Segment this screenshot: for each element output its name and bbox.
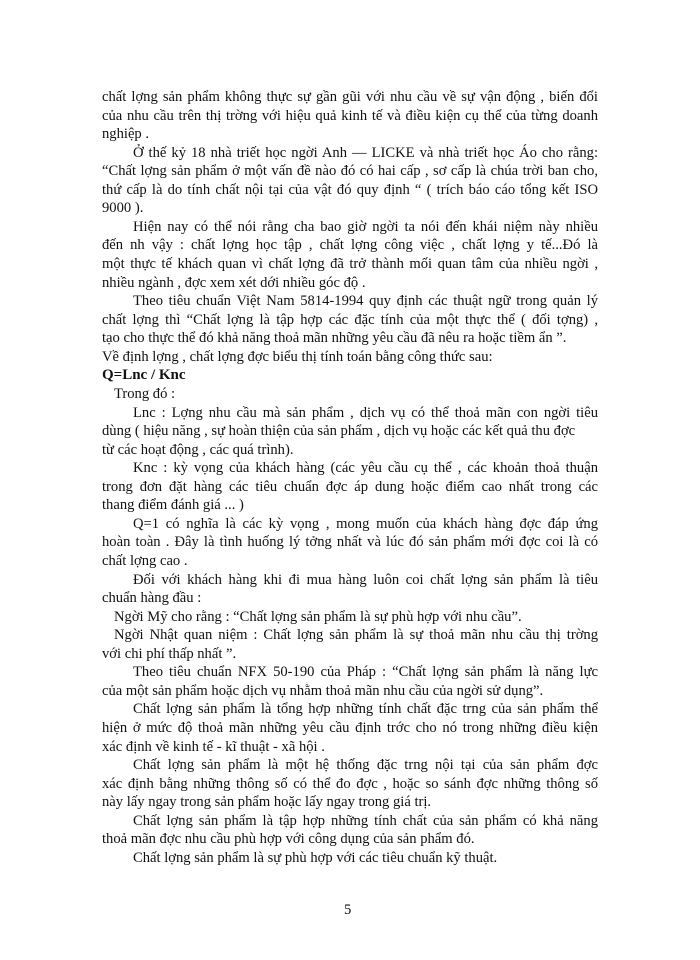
text-line: Lnc : Lợng nhu cầu mà sản phẩm , dịch vụ có thể thoả mãn con ngời tiêu — [133, 404, 598, 421]
text-line: của một sản phẩm hoặc dịch vụ nhằm thoả mãn nhu cầu của ngời sử dụng”. — [102, 682, 544, 699]
text-line: nghiệp . — [102, 126, 150, 143]
text-line: Chất lợng sản phẩm là sự phù hợp với các tiêu chuẩn kỹ thuật. — [133, 849, 498, 866]
text-line: thang điểm đánh giá ... ) — [102, 497, 244, 514]
text-line: thoả mãn đợc nhu cầu phù hợp với công dụng của sản phẩm đó. — [102, 831, 475, 848]
text-line: thứ cấp là do tính chất nội tại của vật đó quy định “ ( trích báo cáo tổng kết ISO — [102, 181, 598, 198]
text-line: Knc : kỳ vọng của khách hàng (các yêu cầu cụ thể , các khoản thoả thuận — [133, 460, 598, 477]
text-line: của nhu cầu trên thị trờng với hiệu quả kinh tế và điều kiện cụ thể của từng doanh — [102, 107, 598, 124]
text-line: chất lợng cao . — [102, 553, 188, 569]
text-line: hoàn toàn . Đây là tình huống lý tởng nhất và lúc đó sản phẩm mới đợc coi là có — [102, 534, 598, 551]
text-line: Đối với khách hàng khi đi mua hàng luôn coi chất lợng sản phẩm là tiêu — [133, 571, 598, 588]
text-line: đến nh vậy : chất lợng học tập , chất lợng công việc , chất lợng y tế...Đó là — [102, 237, 598, 254]
page-number: 5 — [344, 902, 352, 918]
text-line: chất lợng thì “Chất lợng là tập hợp các đặc tính của một thực thể ( đối tợng) , — [102, 311, 598, 328]
text-line: Q=1 có nghĩa là các kỳ vọng , mong muốn của khách hàng đợc đáp ứng — [133, 515, 598, 532]
text-line: Theo tiêu chuẩn Việt Nam 5814-1994 quy định các thuật ngữ trong quản lý — [133, 293, 598, 310]
text-line: Ngời Mỹ cho rằng : “Chất lợng sản phẩm là sự phù hợp với nhu cầu”. — [114, 608, 522, 625]
text-line: tạo cho thực thể đó khả năng thoả mãn những yêu cầu đã nêu ra hoặc tiềm ẩn ”. — [102, 330, 567, 347]
text-line: Ở thế kỷ 18 nhà triết học ngời Anh — LICKE và nhà triết học Áo cho rằng: — [133, 144, 598, 161]
text-line: chuẩn hàng đầu : — [102, 590, 202, 607]
text-line: nhiều ngành , đợc xem xét dới nhiều góc độ . — [102, 274, 366, 291]
text-line: Chất lợng sản phẩm là tổng hợp những tính chất đặc trng của sản phẩm thể — [133, 701, 598, 718]
text-line: xác định về kinh tế - kĩ thuật - xã hội . — [102, 738, 325, 755]
text-line: dùng ( hiệu năng , sự hoàn thiện của sản phẩm , dịch vụ hoặc các kết quả thu đợc — [102, 423, 576, 440]
text-line: Hiện nay có thể nói rằng cha bao giờ ngời ta nói đến khái niệm này nhiều — [133, 218, 598, 235]
text-line: chất lợng sản phẩm không thực sự gần gũi với nhu cầu về sự vận động , biến đổi — [102, 89, 598, 105]
formula: Q=Lnc / Knc — [102, 367, 186, 384]
text-line: này lấy ngay trong sản phẩm hoặc lấy ngay trong giá trị. — [102, 794, 432, 811]
text-line: Chất lợng sản phẩm là một hệ thống đặc trng nội tại của sản phẩm đợc — [133, 757, 598, 774]
text-line: “Chất lợng sản phẩm ở một vấn đề nào đó có hai cấp , sơ cấp là chúa trời ban cho, — [102, 163, 598, 180]
text-line: trong đơn đặt hàng các tiêu chuẩn đợc áp dung hoặc điểm cao nhất trong các — [102, 478, 598, 495]
text-line: 9000 ). — [102, 200, 144, 217]
text-line: Chất lợng sản phẩm là tập hợp những tính chất của sản phẩm có khả năng — [133, 812, 598, 829]
text-line: một thực tế khách quan vì chất lợng đã trở thành mối quan tâm của nhiều ngời , — [102, 256, 598, 273]
text-line: Về định lợng , chất lợng đợc biểu thị tính toán bằng công thức sau: — [102, 348, 493, 365]
text-line: Ngời Nhật quan niệm : Chất lợng sản phẩm là sự thoả mãn nhu cầu thị trờng — [114, 627, 598, 644]
text-line: với chi phí thấp nhất ”. — [102, 645, 237, 662]
text-line: Trong đó : — [114, 385, 176, 402]
text-line: từ các hoạt động , các quá trình). — [102, 441, 294, 458]
text-line: Theo tiêu chuẩn NFX 50-190 của Pháp : “Chất lợng sản phẩm là năng lực — [133, 664, 598, 681]
text-line: xác định bằng những thông số có thể đo đợc , hoặc so sánh đợc những thông số — [102, 775, 598, 792]
text-line: hiện ở mức độ thoả mãn những yêu cầu định trớc cho nó trong những điều kiện — [102, 720, 598, 737]
